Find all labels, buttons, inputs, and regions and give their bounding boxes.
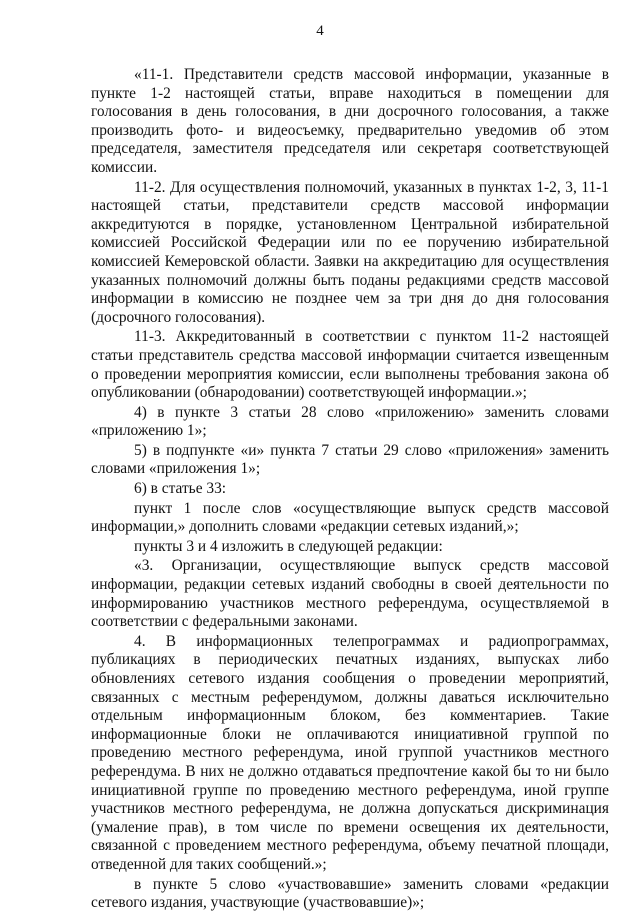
- paragraph-11-3: 11-3. Аккредитованный в соответствии с пунктом 11-2 настоящей статьи представитель средства массовой информации считается извещенным о проведении мероприятия комиссии, если выполнены требования закона об опубликовании (обнародовании) соответствующей информации.»;: [91, 328, 609, 402]
- paragraph-point-5: в пункте 5 слово «участвовавшие» заменить словами «редакции сетевого издания, участвующие (участвовавшие)»;: [91, 875, 609, 912]
- paragraph-point-1: пункт 1 после слов «осуществляющие выпуск средств массовой информации,» дополнить словами «редакции сетевых изданий,»;: [91, 499, 609, 536]
- page-number: 4: [316, 23, 324, 39]
- paragraph-new-point-4: 4. В информационных телепрограммах и радиопрограммах, публикациях в периодических печатных изданиях, выпусках либо обновлениях сетевого издания сообщения о проведении мероприятий, связанных с местным референдумом, должны даваться исключительно отдельным информационным блоком, без комментариев. Такие информационные блоки не оплачиваются инициативной группой по проведению местного референдума, иной группой участников местного референдума. В них не должно отдаваться предпочтение какой бы то ни было инициативной группе по проведению местного референдума, иной группе участников местного референдума, не должна допускаться дискриминация (умаление прав), в том числе по времени освещения их деятельности, связанной с проведением местного референдума, объему печатной площади, отведенной для таких сообщений.»;: [91, 632, 609, 873]
- paragraph-item-6: 6) в статье 33:: [134, 480, 227, 498]
- paragraph-new-point-3: «3. Организации, осуществляющие выпуск средств массовой информации, редакции сетевых изданий свободны в своей деятельности по информированию участников местного референдума, осуществляемой в соответствии с федеральными законами.: [91, 557, 609, 631]
- document-body: [91, 66, 609, 914]
- paragraph-item-4: 4) в пункте 3 статьи 28 слово «приложению» заменить словами «приложению 1»;: [91, 403, 609, 440]
- paragraph-11-1: «11-1. Представители средств массовой информации, указанные в пункте 1-2 настоящей статьи, вправе находиться в помещении для голосования в день голосования, в дни досрочного голосования, а также производить фото- и видеосъемку, предварительно уведомив об этом председателя, заместителя председателя или секретаря соответствующей комиссии.: [91, 66, 609, 176]
- paragraph-11-2: 11-2. Для осуществления полномочий, указанных в пунктах 1-2, 3, 11-1 настоящей статьи, представители средств массовой информации аккредитуются в порядке, установленном Центральной избирательной комиссией Российской Федерации или по ее поручению избирательной комиссией Кемеровской области. Заявки на аккредитацию для осуществления указанных полномочий должны быть поданы редакциями средств массовой информации в комиссию не позднее чем за три дня до дня голосования (досрочного голосования).: [91, 178, 609, 326]
- paragraph-item-5: 5) в подпункте «и» пункта 7 статьи 29 слово «приложения» заменить словами «приложения 1»;: [91, 441, 609, 478]
- paragraph-points-3-4-intro: пункты 3 и 4 изложить в следующей редакции:: [134, 537, 443, 555]
